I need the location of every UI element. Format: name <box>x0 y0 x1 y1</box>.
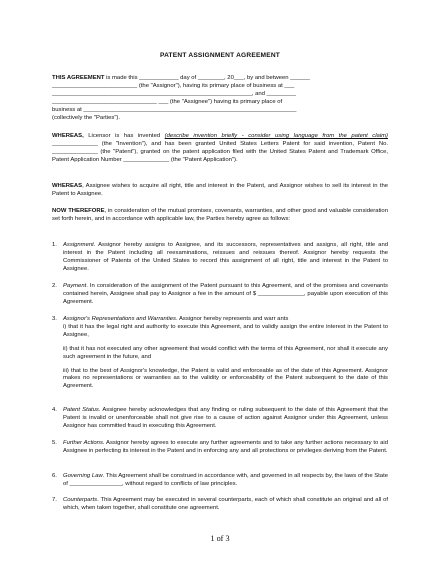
document-title: PATENT ASSIGNMENT AGREEMENT <box>159 52 281 59</box>
section-3-sub-ii: ii) that it has not executed any other agreement that would conflict with the terms of this Agreement, nor shall it execute any such agreement in the future, and <box>63 345 388 360</box>
section-4 <box>52 407 388 431</box>
list-item: 7. Counterparts. This Agreement may be executed in several counterparts, each of which shall constitute an original and all of which, when taken together, shall constitute one agreement. <box>52 497 388 511</box>
section-7 <box>52 497 388 513</box>
intro-line-5: business at _________________________________________________________________ <box>52 106 297 113</box>
section-heading: Patent Status <box>63 407 99 413</box>
section-heading: Governing Law <box>63 473 103 479</box>
intro-line-1: THIS AGREEMENT is made this ____________ day of ________, 20___, by and between ______ <box>52 75 310 81</box>
section-3 <box>52 316 388 391</box>
intro-paragraph <box>52 75 388 122</box>
intro-line-3: _____________________________________________________________, and _________ <box>52 90 297 97</box>
section-5 <box>52 440 388 456</box>
list-item: 3. Assignor's Representations and Warranties. Assignor hereby represents and warr ants i) that it has the legal right and authority to execute this Agreement, and to validly assign the entire interest in the Patent to Assignee, ii) that it has not executed any other agreement that would conflict with the terms of this Agreement, nor shall it execute any such agreement in the future, and iii) that to the best of Assignor's knowledge, the Patent is valid and enforceable as of the date of this Agreement. Assignor makes no representations or warranties as to the validity or enforceability of the Patent subsequent to the date of this Agreement. <box>52 316 388 390</box>
list-item: 2. Payment. In consideration of the assignment of the Patent pursuant to this Agreement, and of the promises and covenants contained herein, Assignee shall pay to Assignor a fee in the amount of $ ______________, payable upon execution of this Agreement. <box>52 283 388 305</box>
section-2 <box>52 283 388 307</box>
section-heading: Further Actions <box>63 440 103 446</box>
list-item: 1. Assignment. Assignor hereby assigns to Assignee, and its successors, representatives and assigns, all right, title and interest in the Patent including all reexaminations, reissues and reissues thereof. Assignor hereby requests the Commissioner of Patents of the United States to record this assignment of all right, title and interest in the Patent to Assignee. <box>52 242 388 272</box>
section-heading: Counterparts <box>63 497 98 503</box>
section-3-sub-i: i) that it has the legal right and authority to execute this Agreement, and to validly assign the entire interest in the Patent to Assignee, <box>63 323 388 338</box>
intro-line-6: (collectively the "Parties"). <box>52 114 121 121</box>
page-indicator: 1 of 3 <box>210 534 230 543</box>
intro-line-4: ________________________________ ___ (the "Assignee") having its primary place of <box>52 98 283 105</box>
section-1 <box>52 242 388 274</box>
now-therefore-paragraph: NOW THEREFORE, in consideration of the mutual promises, covenants, warranties, and other good and valuable consideration set forth herein, and in accordance with applicable law, the Parties hereby agree as follows: <box>52 208 388 222</box>
section-heading: Payment <box>63 283 87 289</box>
section-6 <box>52 473 388 489</box>
section-3-sub-iii: iii) that to the best of Assignor's knowledge, the Patent is valid and enforceable as of the date of this Agreement. Assignor makes no representations or warranties as to the validity or enforceability of the Patent subsequent to the date of this Agreement. <box>63 367 388 390</box>
whereas-paragraph-1: WHEREAS, Licensor is has invented (describe invention briefly - consider using language from the patent claim) ______________ (the "Invention"), and has been granted United States Letters Patent for said invention, Patent No. ______________ (the "Patent"), granted on the patent application filed with the United States Patent and Trademark Office, Patent Application Number ______________ (the "Patent Application"). <box>52 133 388 163</box>
whereas-paragraph-2: WHEREAS, Assignee wishes to acquire all right, title and interest in the Patent, and Assignor wishes to sell its interest in the Patent to Assignee. <box>52 183 388 197</box>
section-heading: Assignor's Representations and Warranties <box>63 316 176 322</box>
intro-line-2: __________________________ (the "Assignor"), having its primary place of business at ___ <box>52 82 295 89</box>
invention-description-hint: (describe invention briefly - consider using language from the patent claim) <box>164 133 388 139</box>
list-item: 4. Patent Status. Assignee hereby acknowledges that any finding or ruling subsequent to the date of this Agreement that the Patent is invalid or unenforceable shall not give rise to a cause of action against Assignor under this Agreement, unless Assignor has committed fraud in executing this Agreement. <box>52 407 388 429</box>
this-agreement-label: THIS AGREEMENT <box>52 75 105 81</box>
list-item: 6. Governing Law. This Agreement shall be construed in accordance with, and governed in all respects by, the laws of the State of ________________, without regard to conflicts of law principles. <box>52 473 388 487</box>
section-heading: Assignment <box>63 242 94 248</box>
list-item: 5. Further Actions. Assignor hereby agrees to execute any further agreements and to take any further actions necessary to aid Assignee in perfecting its interest in the Patent and in enforcing any and all protections or privileges deriving from the Patent. <box>52 440 388 454</box>
